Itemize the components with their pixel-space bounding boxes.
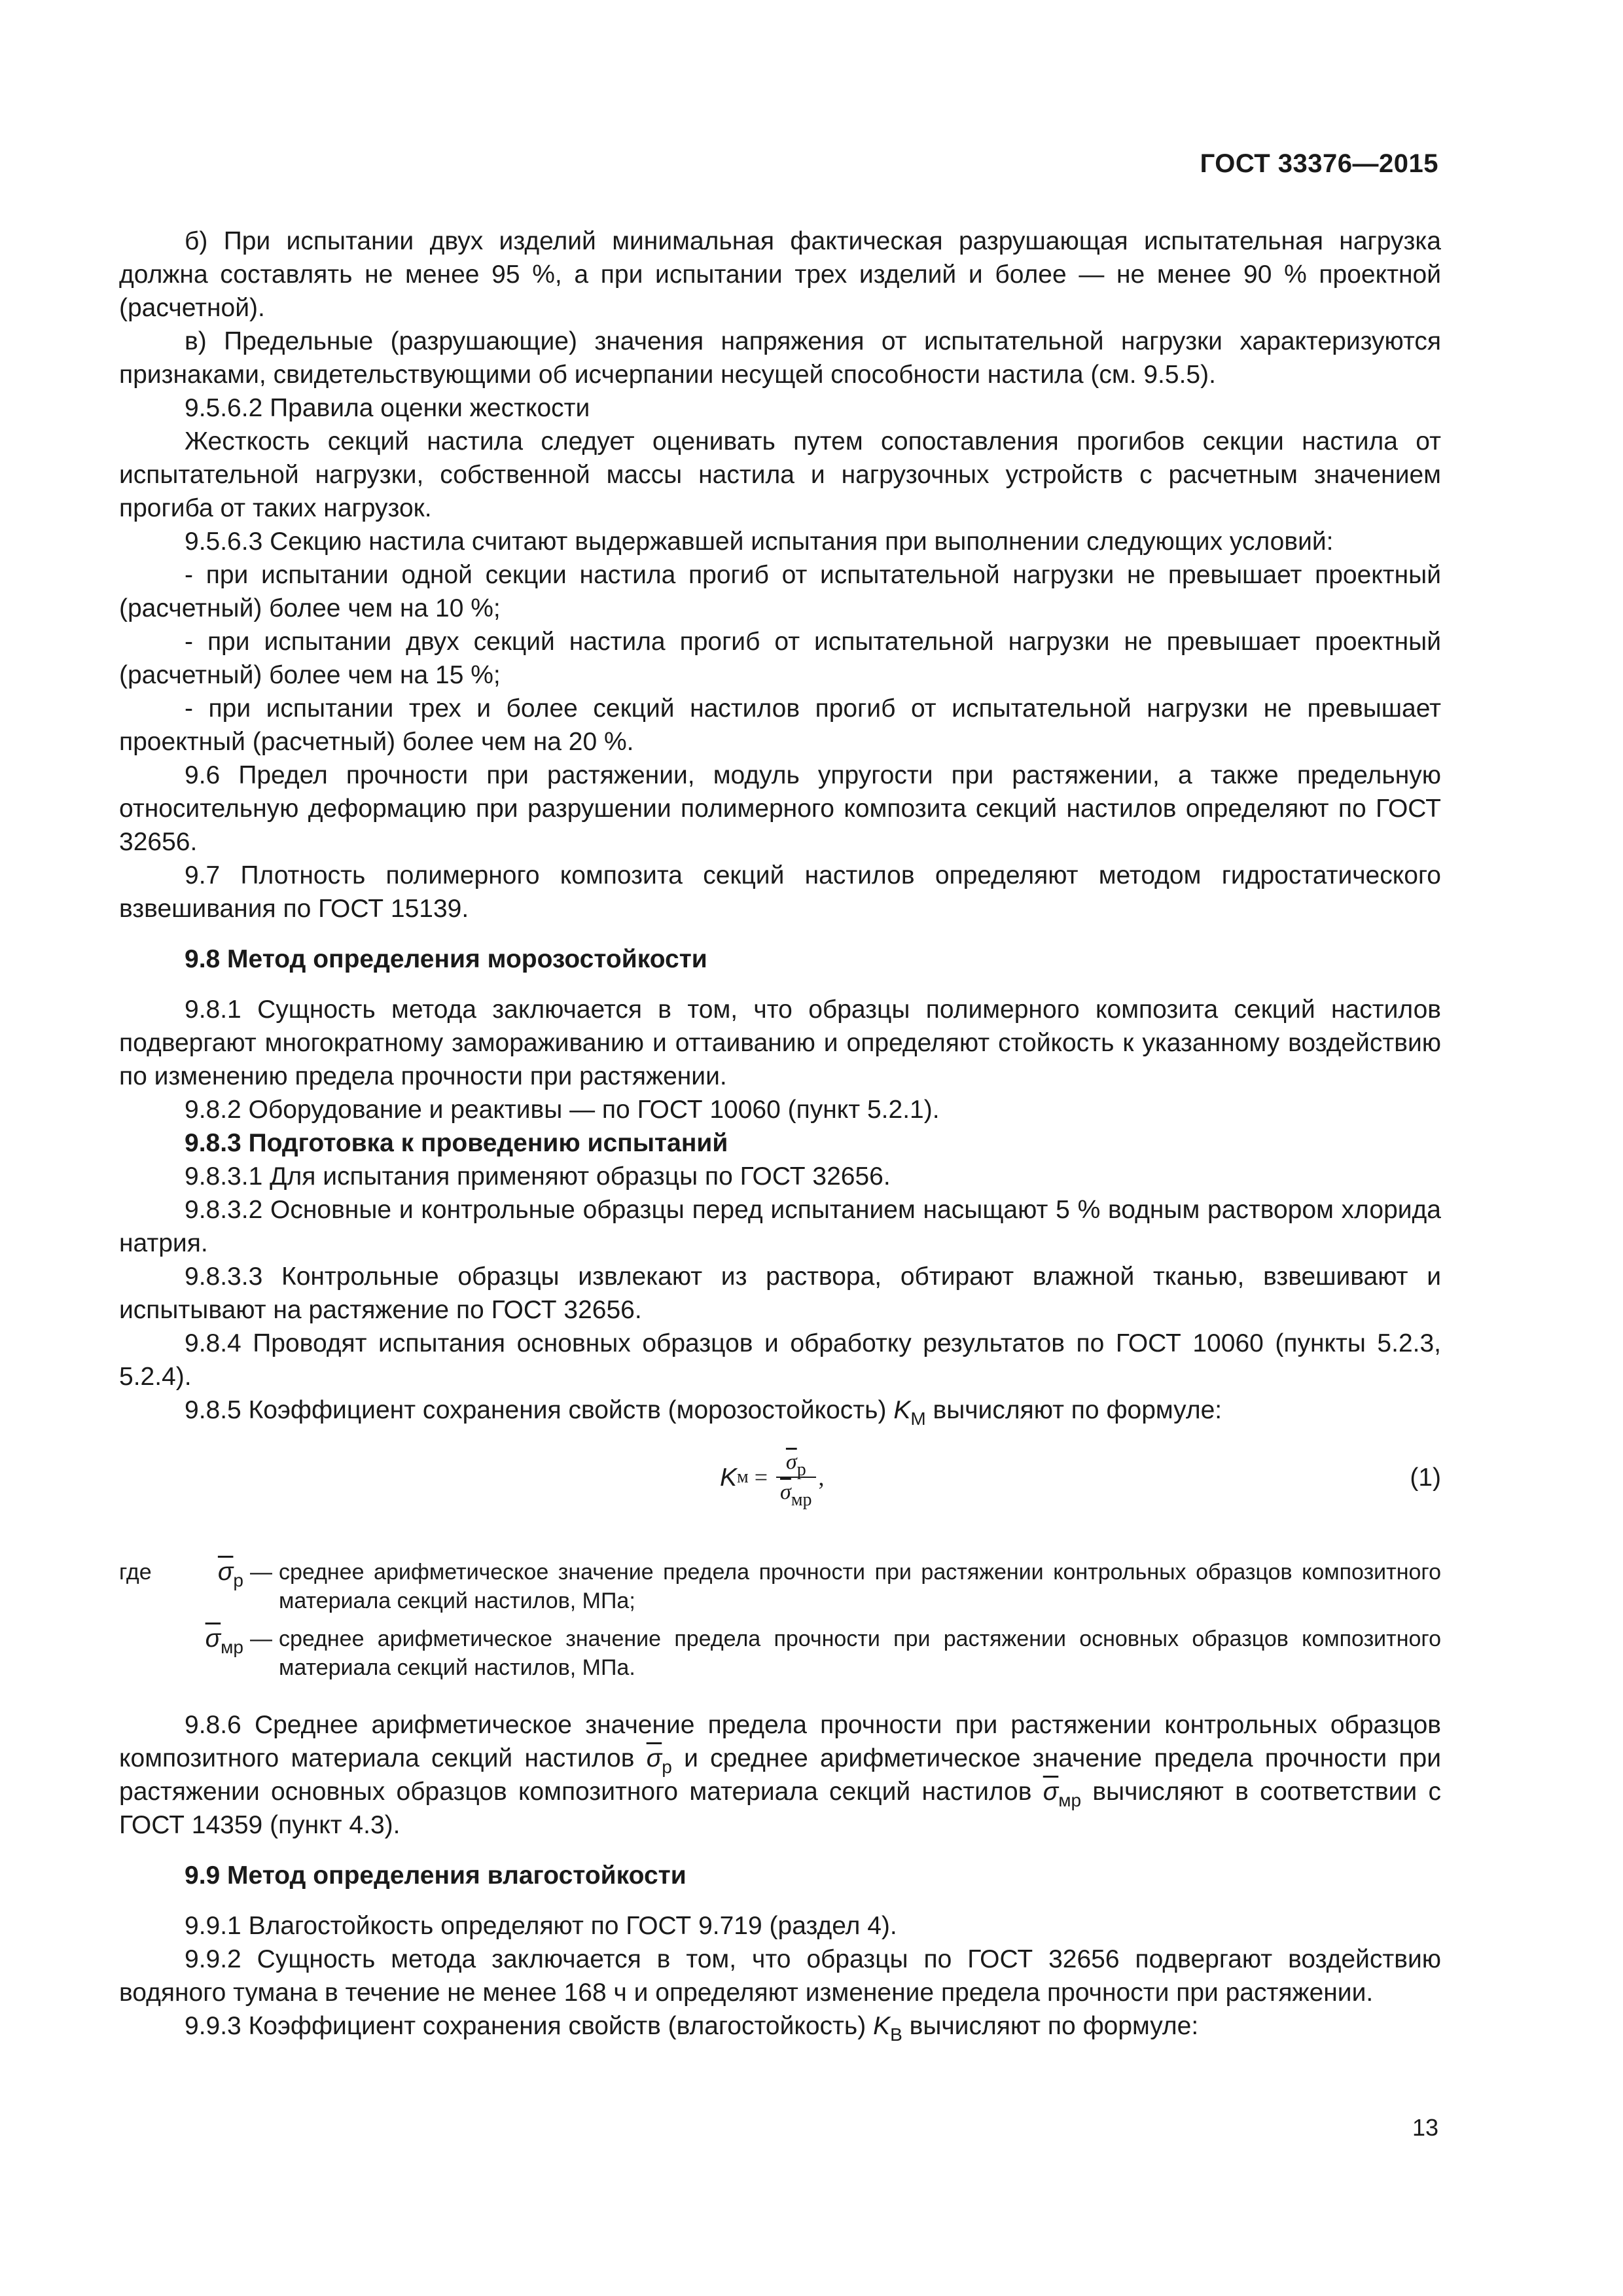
paragraph: 9.8.4 Проводят испытания основных образцов и обработку результатов по ГОСТ 10060 (пункты 5.2.3, 5.2.4). (119, 1329, 1441, 1391)
paragraph: 9.8.1 Сущность метода заключается в том, что образцы полимерного композита секций настилов подвергают многократному замораживанию и оттаиванию и определяют стойкость к указанному воздействию по изменению предела прочности при растяжении. (119, 996, 1441, 1090)
page-body (119, 224, 1441, 2043)
paragraph: 9.8.2 Оборудование и реактивы — по ГОСТ 10060 (пункт 5.2.1). (185, 1096, 940, 1124)
list-item: - при испытании двух секций настила прогиб от испытательной нагрузки не превышает проектный (расчетный) более чем на 15 %; (119, 628, 1441, 689)
paragraph: 9.5.6.2 Правила оценки жесткости (185, 394, 590, 422)
paragraph: 9.7 Плотность полимерного композита секций настилов определяют методом гидростатического взвешивания по ГОСТ 15139. (119, 861, 1441, 923)
fraction: $\frac{\overline{\sigma}_р}{\overline{\sigma}_{мр}}$ (776, 1448, 816, 1507)
paragraph: 9.9.2 Сущность метода заключается в том, что образцы по ГОСТ 32656 подвергают воздействию водяного тумана в течение не менее 168 ч и определяют изменение предела прочности при растяжении. (119, 1945, 1441, 2007)
paragraph: 9.5.6.3 Секцию настила считают выдержавшей испытания при выполнении следующих условий: (185, 528, 1334, 556)
paragraph: 9.8.3.2 Основные и контрольные образцы перед испытанием насыщают 5 % водным раствором хлорида натрия. (119, 1196, 1441, 1257)
paragraph: 9.9.1 Влагостойкость определяют по ГОСТ 9.719 (раздел 4). (185, 1912, 897, 1940)
page-number: 13 (1412, 2114, 1438, 2141)
formula-block (119, 1441, 1441, 1539)
paragraph: 9.8.3.3 Контрольные образцы извлекают из раствора, обтирают влажной тканью, взвешивают и испытывают на растяжение по ГОСТ 32656. (119, 1263, 1441, 1324)
legend-row: $\overline{\sigma}_{мр}$ — среднее арифметическое значение предела прочности при растяжении основных образцов композитного материала секций настилов, МПа. (205, 1624, 1441, 1680)
formula: K м = $\frac{\overline{\sigma}_р}{\overline{\sigma}_{мр}}$ , (720, 1448, 825, 1507)
legend-row: где $\overline{\sigma}_р$ — среднее арифметическое значение предела прочности при растяжении контрольных образцов композитного материала секций настилов, МПа; (119, 1558, 1441, 1613)
paragraph: 9.8.5 Коэффициент сохранения свойств (морозостойкость) $K_М$ вычисляют по формуле: (185, 1396, 1222, 1429)
list-item: - при испытании трех и более секций настилов прогиб от испытательной нагрузки не превышает проектный (расчетный) более чем на 20 %. (119, 694, 1441, 756)
section-heading-9-8: 9.8 Метод определения морозостойкости (185, 945, 707, 973)
subsection-heading: 9.8.3 Подготовка к проведению испытаний (185, 1129, 728, 1157)
paragraph: 9.6 Предел прочности при растяжении, модуль упругости при растяжении, а также предельную относительную деформацию при разрушении полимерного композита секций настилов определяют по ГОСТ 32656. (119, 761, 1441, 856)
formula-legend (119, 1558, 1441, 1682)
document-code: ГОСТ 33376—2015 (1200, 149, 1438, 178)
paragraph: 9.8.3.1 Для испытания применяют образцы по ГОСТ 32656. (185, 1162, 891, 1191)
paragraph: 9.8.6 Среднее арифметическое значение предела прочности при растяжении контрольных образцов композитного материала секций настилов $\overline{\sigma}_р$ и среднее арифметическое значение предела прочности при растяжении основных образцов композитного материала секций настилов $\overline{\sigma}_{мр}$ вычисляют в соответствии с ГОСТ 14359 (пункт 4.3). (119, 1711, 1441, 1839)
section-heading-9-9: 9.9 Метод определения влагостойкости (185, 1861, 687, 1890)
paragraph: 9.9.3 Коэффициент сохранения свойств (влагостойкость) $K_В$ вычисляют по формуле: (185, 2012, 1199, 2045)
list-item: - при испытании одной секции настила прогиб от испытательной нагрузки не превышает проектный (расчетный) более чем на 10 %; (119, 561, 1441, 622)
paragraph: Жесткость секций настила следует оценивать путем сопоставления прогибов секции настила от испытательной нагрузки, собственной массы настила и нагрузочных устройств с расчетным значением прогиба от таких нагрузок. (119, 427, 1441, 522)
coefficient-symbol: K (893, 1396, 911, 1424)
paragraph: в) Предельные (разрушающие) значения напряжения от испытательной нагрузки характеризуются признаками, свидетельствующими об исчерпании несущей способности настила (см. 9.5.5). (119, 327, 1441, 389)
coefficient-symbol: K (873, 2012, 891, 2040)
paragraph: б) При испытании двух изделий минимальная фактическая разрушающая испытательная нагрузка должна составлять не менее 95 %, а при испытании трех изделий и более — не менее 90 % проектной (расчетной). (119, 227, 1441, 322)
equation-number: (1) (1410, 1463, 1441, 1492)
